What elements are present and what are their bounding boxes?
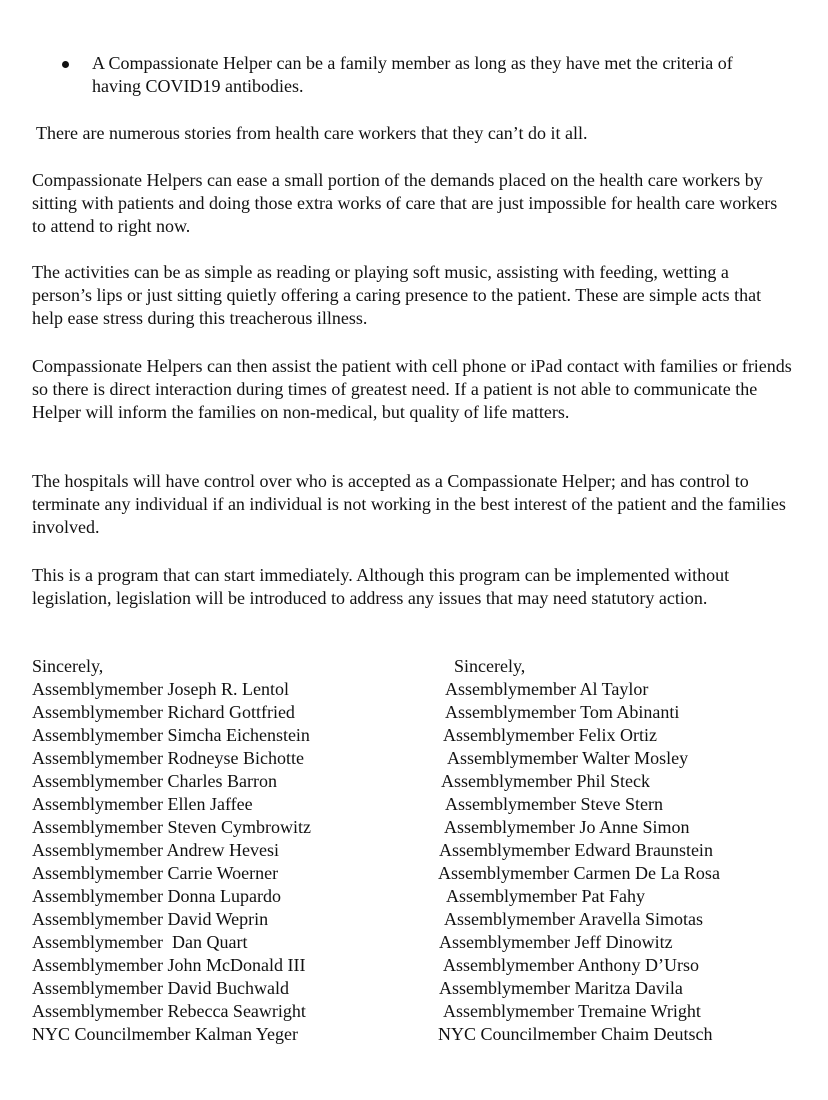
- signatory-name: Assemblymember Pat Fahy: [446, 886, 645, 906]
- signatory-name: Assemblymember Edward Braunstein: [439, 840, 713, 860]
- signatory-name: Assemblymember Jeff Dinowitz: [439, 932, 673, 952]
- signatory-name: Assemblymember Steven Cymbrowitz: [32, 817, 311, 837]
- signatory-name: Assemblymember Simcha Eichenstein: [32, 725, 310, 745]
- signatory-name: Assemblymember David Weprin: [32, 909, 269, 929]
- signatory-name: Assemblymember Aravella Simotas: [444, 909, 703, 929]
- signatory-name: NYC Councilmember Kalman Yeger: [32, 1024, 298, 1044]
- signatory-name: NYC Councilmember Chaim Deutsch: [438, 1024, 713, 1044]
- signatory-name: Assemblymember Tom Abinanti: [445, 702, 680, 722]
- signatory-name: Assemblymember Charles Barron: [32, 771, 277, 791]
- paragraph-hospital-control: The hospitals will have control over who is accepted as a Compassionate Helper; and has control to terminate any individual if an individual is not working in the best interest of the patient and the families involved.: [32, 471, 786, 537]
- paragraph-activities: The activities can be as simple as reading or playing soft music, assisting with feeding, wetting a person’s lips or just sitting quietly offering a caring presence to the patient. These are simple acts that help ease stress during this treacherous illness.: [32, 262, 762, 328]
- signatory-name: Assemblymember Rodneyse Bichotte: [32, 748, 304, 768]
- signature-column-left: [32, 655, 412, 1046]
- signatory-name: Assemblymember Steve Stern: [445, 794, 663, 814]
- signature-column-right: [438, 655, 818, 1046]
- signatory-name: Assemblymember Carmen De La Rosa: [438, 863, 720, 883]
- signatory-name: Assemblymember David Buchwald: [32, 978, 289, 998]
- signatory-name: Assemblymember Walter Mosley: [447, 748, 689, 768]
- bullet-icon: [62, 61, 69, 68]
- signatory-name: Assemblymember Felix Ortiz: [443, 725, 657, 745]
- signatory-name: Assemblymember Richard Gottfried: [32, 702, 295, 722]
- signatory-name: Assemblymember Joseph R. Lentol: [32, 679, 289, 699]
- bullet-item: [58, 52, 778, 98]
- signatory-name: Assemblymember Rebecca Seawright: [32, 1001, 306, 1021]
- signatory-name: Assemblymember Tremaine Wright: [443, 1001, 701, 1021]
- bullet-text: A Compassionate Helper can be a family member as long as they have met the criteria of having COVID19 antibodies.: [92, 53, 733, 96]
- signatory-name: Assemblymember Donna Lupardo: [32, 886, 281, 906]
- signatory-name: Assemblymember John McDonald III: [32, 955, 306, 975]
- paragraph-ease-demands: Compassionate Helpers can ease a small portion of the demands placed on the health care workers by sitting with patients and doing those extra works of care that are just impossible for health care workers to attend to right now.: [32, 170, 778, 236]
- closing-salutation: Sincerely,: [32, 656, 104, 676]
- paragraph-health-care-stories: There are numerous stories from health care workers that they can’t do it all.: [36, 123, 588, 143]
- signatory-name: Assemblymember Maritza Davila: [439, 978, 683, 998]
- signatory-name: Assemblymember Anthony D’Urso: [443, 955, 699, 975]
- signatory-name: Assemblymember Carrie Woerner: [32, 863, 279, 883]
- signatory-name: Assemblymember Dan Quart: [32, 932, 248, 952]
- signatory-name: Assemblymember Andrew Hevesi: [32, 840, 279, 860]
- signatory-name: Assemblymember Al Taylor: [445, 679, 649, 699]
- paragraph-program-start: This is a program that can start immediately. Although this program can be implemented without legislation, legislation will be introduced to address any issues that may need statutory action.: [32, 565, 730, 608]
- closing-salutation: Sincerely,: [454, 656, 526, 676]
- paragraph-family-contact: Compassionate Helpers can then assist the patient with cell phone or iPad contact with families or friends so there is direct interaction during times of greatest need. If a patient is not able to communicate the Helper will inform the families on non-medical, but quality of life matters.: [32, 356, 792, 422]
- signatory-name: Assemblymember Phil Steck: [441, 771, 650, 791]
- signatory-name: Assemblymember Ellen Jaffee: [32, 794, 253, 814]
- signatory-name: Assemblymember Jo Anne Simon: [444, 817, 690, 837]
